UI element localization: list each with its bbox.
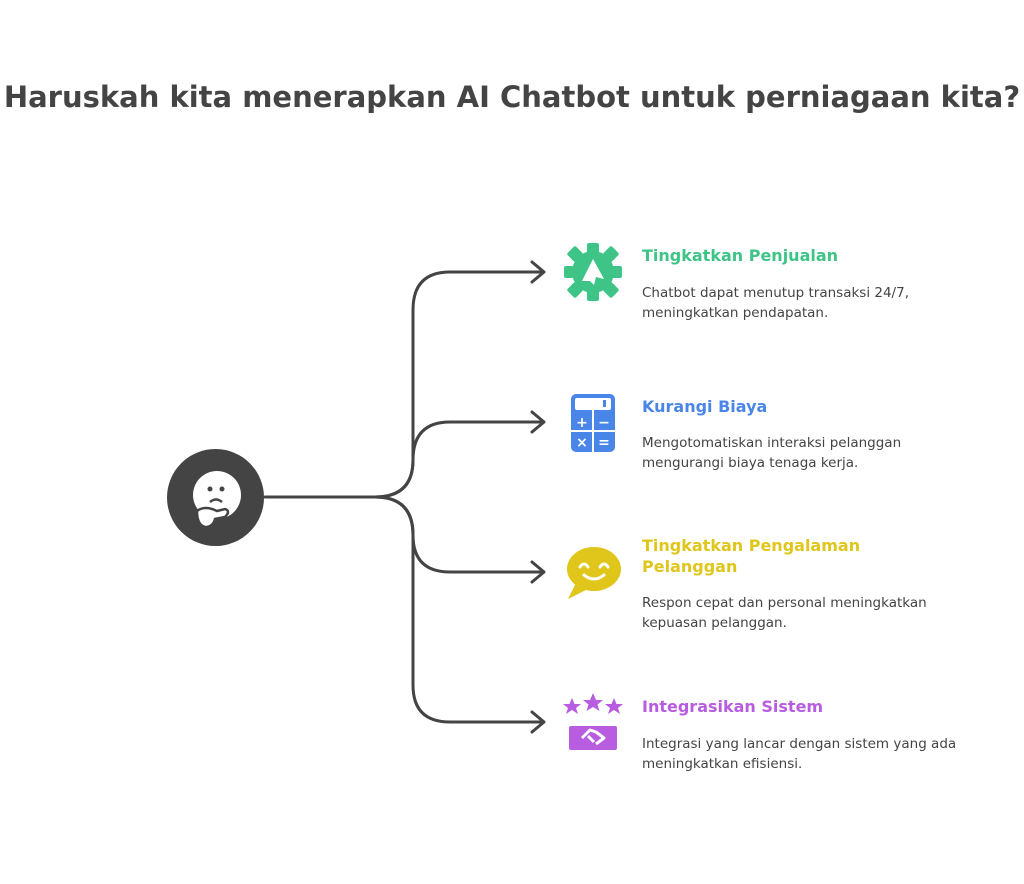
connector-3	[375, 497, 543, 572]
svg-text:+: +	[576, 415, 588, 431]
connector-1	[375, 272, 543, 497]
connector-2	[375, 422, 543, 497]
branch-heading-2: Kurangi Biaya	[642, 397, 768, 416]
root-node	[167, 449, 264, 546]
stars-handshake-icon	[562, 692, 624, 754]
connector-4	[375, 497, 543, 722]
branch-description-4: Integrasi yang lancar dengan sistem yang ada meningkatkan efisiensi.	[642, 736, 957, 772]
branch-description-3: Respon cepat dan personal meningkatkan kepuasan pelanggan.	[642, 595, 927, 631]
gear-growth-icon	[562, 241, 624, 303]
branch-heading-4: Integrasikan Sistem	[642, 697, 824, 716]
branch-description-2: Mengotomatiskan interaksi pelanggan mengurangi biaya tenaga kerja.	[642, 435, 902, 471]
svg-text:=: =	[598, 435, 610, 451]
calculator-icon	[562, 392, 624, 454]
svg-text:×: ×	[576, 435, 588, 451]
svg-text:−: −	[598, 415, 610, 431]
branch-heading-1: Tingkatkan Penjualan	[642, 246, 839, 265]
thinking-face-icon	[167, 449, 264, 546]
branch-description-1: Chatbot dapat menutup transaksi 24/7, meningkatkan pendapatan.	[642, 285, 909, 321]
diagram-title: Haruskah kita menerapkan AI Chatbot untuk perniagaan kita?	[3, 80, 1021, 114]
branch-heading-3: Tingkatkan Pengalaman Pelanggan	[642, 536, 861, 576]
smiling-speech-bubble-icon	[562, 543, 624, 605]
